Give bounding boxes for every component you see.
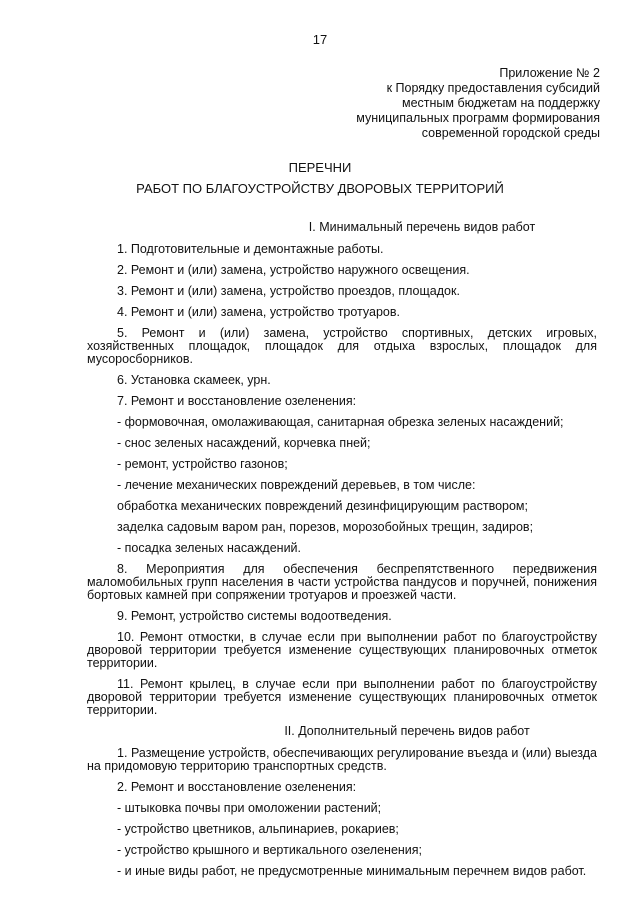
document-body bbox=[87, 220, 597, 886]
list-item: 1. Подготовительные и демонтажные работы. bbox=[117, 242, 384, 256]
list-item: 7. Ремонт и восстановление озеленения: bbox=[117, 394, 357, 408]
annex-line: муниципальных программ формирования bbox=[356, 111, 600, 125]
list-item: - штыковка почвы при омоложении растений; bbox=[117, 801, 382, 815]
annex-header bbox=[356, 66, 600, 141]
list-item: 1. Размещение устройств, обеспечивающих регулирование въезда и (или) выезда на придомовую территорию транспортных средств. bbox=[87, 746, 597, 773]
list-item: - устройство крышного и вертикального озеленения; bbox=[117, 843, 423, 857]
list-item: 2. Ремонт и восстановление озеленения: bbox=[117, 780, 357, 794]
list-item: - посадка зеленых насаждений. bbox=[117, 541, 302, 555]
list-item: 10. Ремонт отмостки, в случае если при выполнении работ по благоустройству дворовой территории требуется изменение существующих планировочных отметок территории. bbox=[87, 630, 597, 670]
list-item: - снос зеленых насаждений, корчевка пней; bbox=[117, 436, 371, 450]
annex-line: Приложение № 2 bbox=[499, 66, 600, 80]
list-item: 3. Ремонт и (или) замена, устройство проездов, площадок. bbox=[117, 284, 460, 298]
list-item: - устройство цветников, альпинариев, рокариев; bbox=[117, 822, 399, 836]
list-item: - формовочная, омолаживающая, санитарная обрезка зеленых насаждений; bbox=[117, 415, 564, 429]
list-item: 9. Ремонт, устройство системы водоотведения. bbox=[117, 609, 392, 623]
document-title: ПЕРЕЧНИ bbox=[288, 160, 352, 175]
list-item: - лечение механических повреждений деревьев, в том числе: bbox=[117, 478, 476, 492]
annex-line: местным бюджетам на поддержку bbox=[401, 96, 600, 110]
list-item: 6. Установка скамеек, урн. bbox=[117, 373, 271, 387]
list-item: 5. Ремонт и (или) замена, устройство спортивных, детских игровых, хозяйственных площадок, площадок для отдыха взрослых, площадок для мусоросборников. bbox=[87, 326, 597, 366]
list-item: - ремонт, устройство газонов; bbox=[117, 457, 288, 471]
list-item: обработка механических повреждений дезинфицирующим раствором; bbox=[117, 499, 528, 513]
document-subtitle: РАБОТ ПО БЛАГОУСТРОЙСТВУ ДВОРОВЫХ ТЕРРИТОРИЙ bbox=[136, 181, 504, 196]
page-number: 17 bbox=[312, 32, 328, 47]
list-item: - и иные виды работ, не предусмотренные минимальным перечнем видов работ. bbox=[117, 864, 587, 878]
list-item: 4. Ремонт и (или) замена, устройство тротуаров. bbox=[117, 305, 400, 319]
section-heading: II. Дополнительный перечень видов работ bbox=[284, 724, 530, 738]
list-item: 8. Мероприятия для обеспечения беспрепятственного передвижения маломобильных групп населения в части устройства пандусов и поручней, понижения бортовых камней при сопряжении тротуаров и проезжей части. bbox=[87, 562, 597, 602]
section-heading: I. Минимальный перечень видов работ bbox=[308, 220, 536, 234]
list-item: 11. Ремонт крылец, в случае если при выполнении работ по благоустройству дворовой территории требуется изменение существующих планировочных отметок территории. bbox=[87, 677, 597, 717]
annex-line: современной городской среды bbox=[421, 126, 600, 140]
annex-line: к Порядку предоставления субсидий bbox=[386, 81, 600, 95]
list-item: заделка садовым варом ран, порезов, морозобойных трещин, задиров; bbox=[117, 520, 534, 534]
list-item: 2. Ремонт и (или) замена, устройство наружного освещения. bbox=[117, 263, 470, 277]
